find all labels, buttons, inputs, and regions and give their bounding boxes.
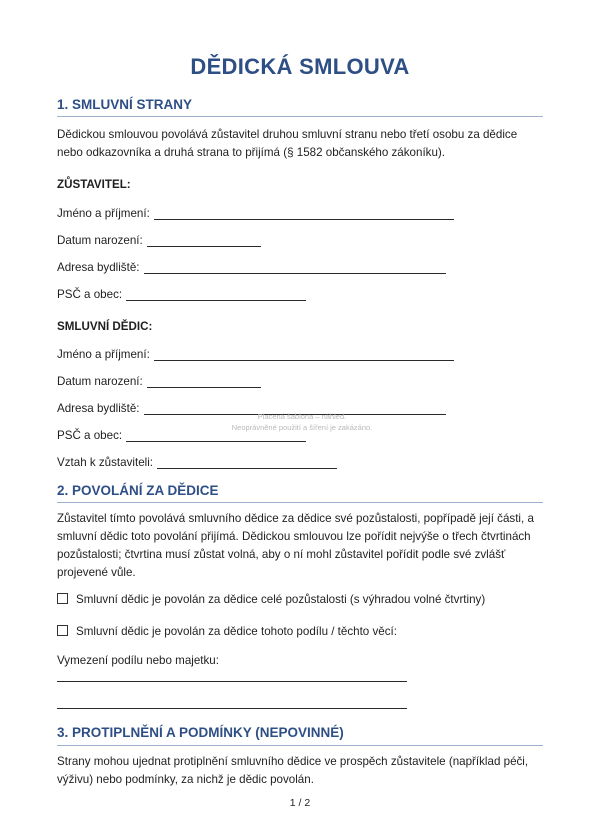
heir-name-line[interactable] xyxy=(154,347,454,361)
testator-address-field[interactable] xyxy=(57,260,446,276)
heir-birth-field[interactable] xyxy=(57,374,261,390)
heir-zip-label: PSČ a obec: xyxy=(57,429,123,442)
section-2-heading: 2. POVOLÁNÍ ZA DĚDICE xyxy=(57,483,219,498)
section-3-text: Strany mohou ujednat protiplnění smluvního dědice ve prospěch zůstavitele (například péči, výživu) nebo podmínky, za nichž je dědic povolán. xyxy=(57,755,529,786)
heir-relation-field[interactable] xyxy=(57,455,337,471)
heir-name-label: Jméno a příjmení: xyxy=(57,348,150,361)
preview-watermark xyxy=(222,411,382,433)
testator-label: ZŮSTAVITEL: xyxy=(57,178,131,191)
section-1-intro: Dědickou smlouvou povolává zůstavitel druhou smluvní stranu nebo třetí osobu za dědice nebo odkazovníka a druhá strana to přijímá (§ 1582 občanského zákoníku). xyxy=(57,128,518,159)
document-title: DĚDICKÁ SMLOUVA xyxy=(190,54,410,79)
section-3-heading: 3. PROTIPLNĚNÍ A PODMÍNKY (NEPOVINNÉ) xyxy=(57,725,344,740)
testator-address-line[interactable] xyxy=(144,260,446,274)
testator-name-field[interactable] xyxy=(57,206,454,222)
heir-birth-line[interactable] xyxy=(147,374,261,388)
option-share-label: Smluvní dědic je povolán za dědice tohoto podílu / těchto věcí: xyxy=(76,625,397,638)
testator-name-label: Jméno a příjmení: xyxy=(57,207,150,220)
heir-name-field[interactable] xyxy=(57,347,454,363)
testator-birth-label: Datum narození: xyxy=(57,234,143,247)
watermark-line-2: Neoprávněné použití a šíření je zakázáno. xyxy=(231,423,373,432)
testator-birth-field[interactable] xyxy=(57,233,261,249)
heir-address-label: Adresa bydliště: xyxy=(57,402,140,415)
checkbox-whole-estate[interactable] xyxy=(57,593,68,604)
testator-address-label: Adresa bydliště: xyxy=(57,261,140,274)
watermark-line-1: Placená šablona – náhled. xyxy=(257,412,347,421)
option-whole-estate-label: Smluvní dědic je povolán za dědice celé pozůstalosti (s výhradou volné čtvrtiny) xyxy=(76,593,486,606)
testator-zip-line[interactable] xyxy=(126,287,306,301)
section-1-rule xyxy=(57,116,543,117)
heir-relation-label: Vztah k zůstaviteli: xyxy=(57,456,154,469)
option-share[interactable] xyxy=(57,625,397,638)
testator-name-line[interactable] xyxy=(154,206,454,220)
scope-line-1[interactable] xyxy=(57,681,407,682)
heir-relation-line[interactable] xyxy=(157,455,337,469)
section-2-rule xyxy=(57,502,543,503)
heir-birth-label: Datum narození: xyxy=(57,375,143,388)
scope-line-2[interactable] xyxy=(57,708,407,709)
section-3-rule xyxy=(57,745,543,746)
section-1-heading: 1. SMLUVNÍ STRANY xyxy=(57,97,193,112)
page-number: 1 / 2 xyxy=(289,797,311,809)
testator-birth-line[interactable] xyxy=(147,233,261,247)
scope-label: Vymezení podílu nebo majetku: xyxy=(57,654,219,667)
section-2-text: Zůstavitel tímto povolává smluvního dědice za dědice své pozůstalosti, popřípadě její části, a smluvní dědic toto povolání přijímá. Dědickou smlouvou lze pořídit nejvýše o třech čtvrtinách pozůstalosti; čtvrtina musí zůstat volná, aby o ní mohl zůstavitel pořídit podle své zvlášť projevené vůle. xyxy=(57,512,534,579)
option-whole-estate[interactable] xyxy=(57,593,485,606)
testator-zip-field[interactable] xyxy=(57,287,306,303)
checkbox-share[interactable] xyxy=(57,625,68,636)
testator-zip-label: PSČ a obec: xyxy=(57,288,123,301)
heir-label: SMLUVNÍ DĚDIC: xyxy=(57,320,153,333)
